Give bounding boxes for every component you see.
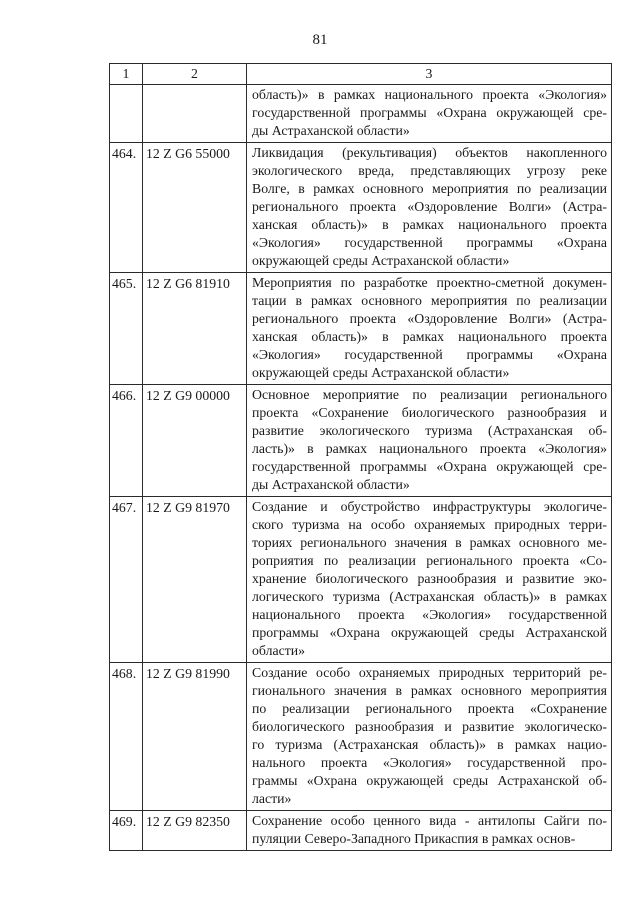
description-line: хранение биологического разнообразия и развитие эко-: [252, 571, 607, 586]
row-number: 464.: [110, 143, 143, 273]
table-row: [110, 811, 612, 851]
description-line: логического туризма (Астраханская область)» в рамках: [252, 589, 607, 604]
description-line: нального проекта «Экология» государственной про-: [252, 755, 607, 770]
description-line: область)» в рамках национального проекта «Экология»: [252, 87, 607, 102]
description-line: ласти»: [252, 791, 292, 806]
description-line: «Экология» государственной программы «Охрана: [252, 347, 607, 362]
description-line: регионального проекта «Оздоровление Волги» (Астра-: [252, 199, 607, 214]
table-row: [110, 273, 612, 385]
description-line: граммы «Охрана окружающей среды Астраханской об-: [252, 773, 607, 788]
classification-code: 12 Z G6 81910: [143, 273, 247, 385]
description-line: Ликвидация (рекультивация) объектов накопленного: [252, 145, 607, 160]
description-line: Основное мероприятие по реализации регионального: [252, 387, 607, 402]
column-header-description: 3: [247, 64, 612, 85]
column-header-number: 1: [110, 64, 143, 85]
description-line: национального проекта «Экология» государственной: [252, 607, 607, 622]
description-line: проекта «Сохранение биологического разнообразия и: [252, 405, 607, 420]
table-header-row: [110, 64, 612, 85]
table-row: [110, 497, 612, 663]
row-number: [110, 85, 143, 143]
row-description: [247, 811, 612, 851]
description-line: ториях регионального значения в рамках основного ме-: [252, 535, 607, 550]
table-row: [110, 385, 612, 497]
classification-code: 12 Z G9 82350: [143, 811, 247, 851]
description-line: ханская область)» в рамках национального проекта: [252, 329, 607, 344]
description-line: биологического разнообразия и развитие экологическо-: [252, 719, 607, 734]
description-line: «Экология» государственной программы «Охрана: [252, 235, 607, 250]
row-description: [247, 85, 612, 143]
description-line: ского туризма на особо охраняемых природных терри-: [252, 517, 607, 532]
description-line: государственной программы «Охрана окружающей сре-: [252, 459, 607, 474]
row-number: 467.: [110, 497, 143, 663]
column-header-code: 2: [143, 64, 247, 85]
description-line: по реализации регионального проекта «Сохранение: [252, 701, 607, 716]
description-line: экологического вреда, представляющих угрозу реке: [252, 163, 607, 178]
table-row: [110, 143, 612, 273]
description-line: пуляции Северо-Западного Прикаспия в рамках основ-: [252, 831, 576, 846]
description-line: Сохранение особо ценного вида - антилопы Сайги по-: [252, 813, 607, 828]
row-number: 469.: [110, 811, 143, 851]
row-number: 468.: [110, 663, 143, 811]
description-line: программы «Охрана окружающей среды Астраханской: [252, 625, 607, 640]
row-description: [247, 385, 612, 497]
description-line: Создание и обустройство инфраструктуры экологиче-: [252, 499, 607, 514]
description-line: ханская область)» в рамках национального проекта: [252, 217, 607, 232]
description-line: развитие экологического туризма (Астраханская об-: [252, 423, 607, 438]
description-line: роприятия по реализации регионального проекта «Со-: [252, 553, 607, 568]
table-body: [110, 85, 612, 851]
row-number: 465.: [110, 273, 143, 385]
description-line: государственной программы «Охрана окружающей сре-: [252, 105, 607, 120]
table-row: [110, 663, 612, 811]
description-line: окружающей среды Астраханской области»: [252, 365, 510, 380]
budget-classification-table: [109, 63, 612, 851]
description-line: го туризма (Астраханская область)» в рамках нацио-: [252, 737, 607, 752]
row-description: [247, 663, 612, 811]
description-line: области»: [252, 643, 306, 658]
classification-code: 12 Z G9 81970: [143, 497, 247, 663]
page-number: 81: [312, 32, 328, 48]
description-line: Мероприятия по разработке проектно-сметной докумен-: [252, 275, 607, 290]
row-description: [247, 497, 612, 663]
classification-code: [143, 85, 247, 143]
description-line: регионального проекта «Оздоровление Волги» (Астра-: [252, 311, 607, 326]
row-number: 466.: [110, 385, 143, 497]
table-row: [110, 85, 612, 143]
classification-code: 12 Z G9 81990: [143, 663, 247, 811]
classification-code: 12 Z G6 55000: [143, 143, 247, 273]
description-line: гионального значения в рамках основного мероприятия: [252, 683, 607, 698]
classification-code: 12 Z G9 00000: [143, 385, 247, 497]
description-line: тации в рамках основного мероприятия по реализации: [252, 293, 607, 308]
description-line: Волге, в рамках основного мероприятия по реализации: [252, 181, 607, 196]
description-line: ды Астраханской области»: [252, 123, 410, 138]
description-line: окружающей среды Астраханской области»: [252, 253, 510, 268]
row-description: [247, 143, 612, 273]
description-line: ды Астраханской области»: [252, 477, 410, 492]
description-line: Создание особо охраняемых природных территорий ре-: [252, 665, 607, 680]
description-line: ласть)» в рамках национального проекта «Экология»: [252, 441, 607, 456]
row-description: [247, 273, 612, 385]
